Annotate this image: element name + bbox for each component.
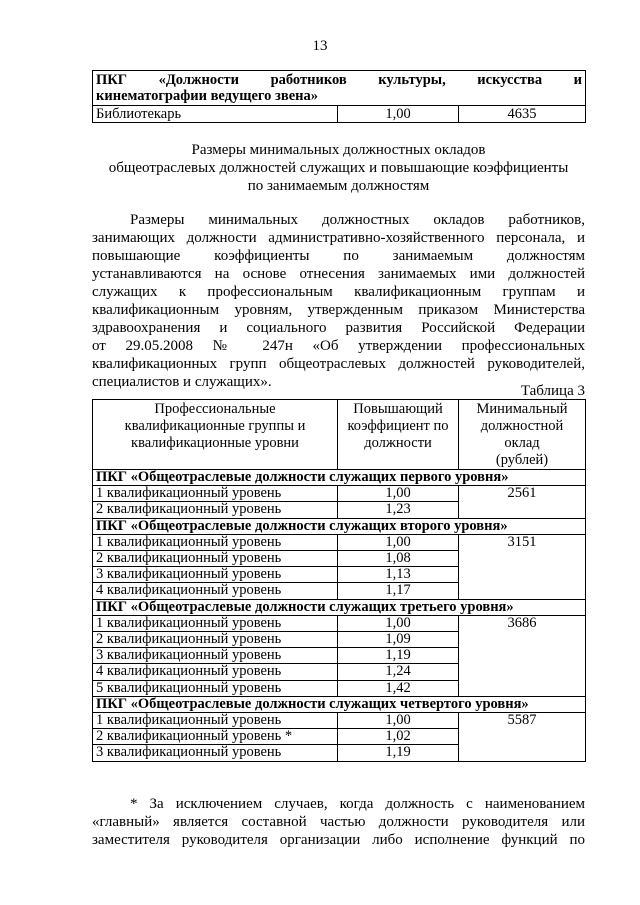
table-row [93, 713, 586, 729]
group-header-row [93, 470, 586, 486]
coefficient-cell: 1,42 [338, 680, 459, 696]
coefficient-cell: 1,23 [338, 502, 459, 518]
group-title: ПКГ «Общеотраслевые должности служащих второго уровня» [93, 518, 586, 534]
paragraph-line: занимающих должности административно-хозяйственного персонала, и [92, 230, 585, 246]
position-name: Библиотекарь [93, 106, 338, 123]
group-header-row [93, 696, 586, 712]
footnote-line: «главный» является составной частью должности руководителя или [92, 814, 585, 830]
coefficient-cell: 1,00 [338, 106, 459, 123]
paragraph-line: устанавливаются на основе отнесения занимаемых ими должностей [92, 266, 585, 282]
paragraph-line: Размеры минимальных должностных окладов работников, [130, 212, 585, 228]
top-table-header-line1: ПКГ «Должности работников культуры, искусства и [96, 72, 583, 88]
coefficient-cell: 1,00 [338, 534, 459, 550]
paragraph-line: квалификационных групп общеотраслевых должностей руководителей, [92, 356, 585, 372]
level-cell: 2 квалификационный уровень [93, 632, 338, 648]
paragraph-line: служащих к профессиональным квалификационным группам и [92, 284, 585, 300]
table-row [93, 106, 586, 123]
top-table [92, 70, 586, 123]
level-cell: 1 квалификационный уровень [93, 534, 338, 550]
coefficient-cell: 1,13 [338, 567, 459, 583]
heading-line: общеотраслевых должностей служащих и повышающие коэффициенты [108, 160, 569, 176]
salary-table-header [93, 400, 586, 470]
paragraph-line: квалификационным уровням, утвержденным приказом Министерства [92, 302, 585, 318]
footnote-line: * За исключением случаев, когда должность с наименованием [130, 796, 585, 812]
level-cell: 3 квалификационный уровень [93, 567, 338, 583]
table-row [93, 486, 586, 502]
heading-line: Размеры минимальных должностных окладов [191, 142, 486, 158]
header-min-salary: Минимальный должностной оклад (рублей) [459, 400, 586, 470]
group-title: ПКГ «Общеотраслевые должности служащих третьего уровня» [93, 599, 586, 615]
top-table-header [93, 71, 586, 106]
coefficient-cell: 1,00 [338, 486, 459, 502]
paragraph-line: повышающие коэффициенты по занимаемым должностям [92, 248, 585, 264]
table-caption: Таблица 3 [520, 383, 585, 399]
level-cell: 3 квалификационный уровень [93, 745, 338, 761]
group-header-row [93, 518, 586, 534]
coefficient-cell: 1,19 [338, 648, 459, 664]
level-cell: 2 квалификационный уровень [93, 551, 338, 567]
top-table-header-line2: кинематографии ведущего звена» [96, 88, 318, 104]
coefficient-cell: 1,08 [338, 551, 459, 567]
level-cell: 1 квалификационный уровень [93, 713, 338, 729]
level-cell: 5 квалификационный уровень [93, 680, 338, 696]
salary-cell: 2561 [459, 486, 586, 518]
salary-table [92, 399, 586, 762]
coefficient-cell: 1,00 [338, 713, 459, 729]
heading-line: по занимаемым должностям [247, 178, 430, 194]
level-cell: 4 квалификационный уровень [93, 583, 338, 599]
level-cell: 2 квалификационный уровень [93, 502, 338, 518]
coefficient-cell: 1,24 [338, 664, 459, 680]
level-cell: 4 квалификационный уровень [93, 664, 338, 680]
salary-cell: 4635 [459, 106, 586, 123]
footnote-line: заместителя руководителя организации либо исполнение функций по [92, 832, 585, 848]
group-header-row [93, 599, 586, 615]
group-title: ПКГ «Общеотраслевые должности служащих четвертого уровня» [93, 696, 586, 712]
table-row [93, 534, 586, 550]
salary-cell: 5587 [459, 713, 586, 762]
coefficient-cell: 1,09 [338, 632, 459, 648]
section-heading [92, 141, 585, 195]
salary-cell: 3686 [459, 615, 586, 696]
coefficient-cell: 1,00 [338, 615, 459, 631]
header-coefficient: Повышающий коэффициент по должности [338, 400, 459, 470]
level-cell: 2 квалификационный уровень * [93, 729, 338, 745]
footnote [92, 795, 585, 849]
header-qualification-groups: Профессиональные квалификационные группы и квалификационные уровни [93, 400, 338, 470]
table-row [93, 615, 586, 631]
level-cell: 1 квалификационный уровень [93, 486, 338, 502]
coefficient-cell: 1,02 [338, 729, 459, 745]
page-number: 13 [312, 38, 328, 54]
paragraph-line: от 29.05.2008 № 247н «Об утверждении профессиональных [92, 338, 585, 354]
coefficient-cell: 1,19 [338, 745, 459, 761]
level-cell: 3 квалификационный уровень [93, 648, 338, 664]
coefficient-cell: 1,17 [338, 583, 459, 599]
paragraph-line: здравоохранения и социального развития Российской Федерации [92, 320, 585, 336]
group-title: ПКГ «Общеотраслевые должности служащих первого уровня» [93, 470, 586, 486]
level-cell: 1 квалификационный уровень [93, 615, 338, 631]
body-paragraph [92, 211, 585, 391]
paragraph-line: специалистов и служащих». [92, 374, 272, 390]
salary-cell: 3151 [459, 534, 586, 599]
